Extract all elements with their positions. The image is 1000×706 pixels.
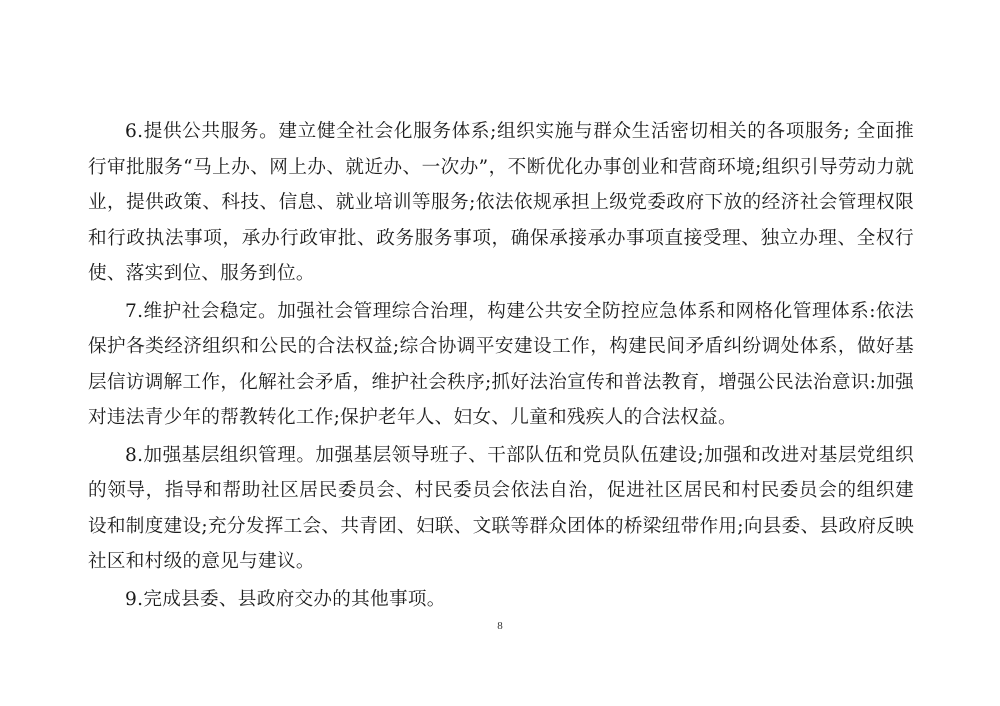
paragraph-provide-public-services: 6.提供公共服务。建立健全社会化服务体系;组织实施与群众生活密切相关的各项服务; 全面推行审批服务“马上办、网上办、就近办、一次办”，不断优化办事创业和营商环境;组织引导劳动力就业，提供政策、科技、信息、就业培训等服务;依法依规承担上级党委政府下放的经济社会管理权限和行政执法事项，承办行政审批、政务服务事项，确保承接承办事项直接受理、独立办理、全权行使、落实到位、服务到位。: [88, 121, 914, 284]
paragraph-other-matters: 9.完成县委、县政府交办的其他事项。: [125, 588, 446, 610]
paragraph-grassroots-organization: 8.加强基层组织管理。加强基层领导班子、干部队伍和党员队伍建设;加强和改进对基层党组织的领导，指导和帮助社区居民委员会、村民委员会依法自治，促进社区居民和村民委员会的组织建设和制度建设;充分发挥工会、共青团、妇联、文联等群众团体的桥梁纽带作用;向县委、县政府反映社区和村级的意见与建议。: [88, 444, 914, 572]
page-number: 8: [497, 620, 503, 632]
document-body: [88, 114, 914, 619]
paragraph-maintain-social-stability: 7.维护社会稳定。加强社会管理综合治理，构建公共安全防控应急体系和网格化管理体系:依法保护各类经济组织和公民的合法权益;综合协调平安建设工作，构建民间矛盾纠纷调处体系，做好基层信访调解工作，化解社会矛盾，维护社会秩序;抓好法治宣传和普法教育，增强公民法治意识:加强对违法青少年的帮教转化工作;保护老年人、妇女、儿童和残疾人的合法权益。: [88, 300, 914, 428]
